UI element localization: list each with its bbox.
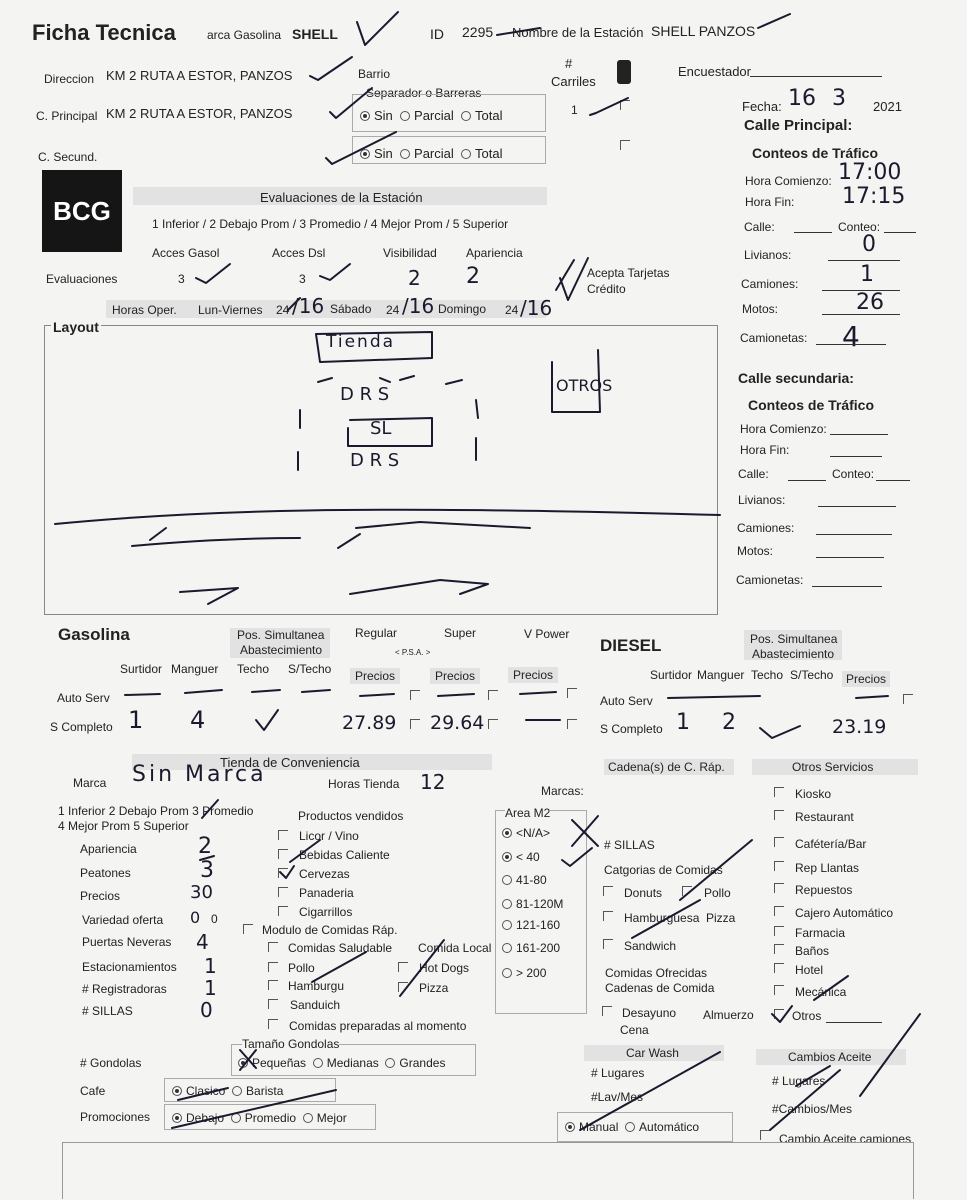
gas-precios-super-header: Precios — [430, 668, 480, 684]
diesel-techo: Techo — [751, 668, 784, 682]
comida-sanduich: Sanduich — [290, 998, 341, 1012]
checkbox-pollo[interactable] — [268, 962, 278, 972]
otros-cajero: Cajero Automático — [795, 906, 894, 920]
cadena-sandwich: Sandwich — [624, 939, 677, 953]
tienda-val-sillas: 0 — [200, 998, 213, 1022]
gas-precios-vpower-header: Precios — [508, 667, 558, 683]
nombre-value: SHELL PANZOS — [651, 23, 756, 39]
tienda-val-estacionamientos: 1 — [204, 954, 217, 978]
area-opt-160[interactable]: 121-160 — [502, 918, 560, 932]
sab-label: Sábado — [330, 302, 372, 316]
tienda-row-peatones: Peatones — [80, 866, 131, 880]
sab-hw-value: /16 — [402, 294, 435, 318]
producto-licor: Licor / Vino — [299, 829, 359, 843]
calle-principal-heading: Calle Principal: — [744, 117, 853, 134]
checkbox-mecanica[interactable] — [774, 985, 784, 995]
dom-label: Domingo — [438, 302, 487, 316]
hora-comienzo-value: 17:00 — [838, 160, 902, 185]
livianos-value: 0 — [862, 232, 876, 257]
modulo-label: Modulo de Comidas Ráp. — [262, 923, 398, 937]
calle2-line — [788, 470, 826, 481]
checkbox-panaderia[interactable] — [278, 887, 288, 897]
diesel-sc-manguer: 2 — [722, 710, 736, 735]
checkbox-sandwich[interactable] — [603, 939, 613, 949]
diesel-title: DIESEL — [600, 636, 662, 655]
checkbox-licor[interactable] — [278, 830, 288, 840]
conteo2-line — [876, 470, 910, 481]
otros-cafeteria: Cafétería/Bar — [795, 837, 867, 851]
otros-repuestos: Repuestos — [795, 883, 853, 897]
comida-pizza: Pizza — [419, 981, 449, 995]
checkbox-hamburgu[interactable] — [268, 980, 278, 990]
tienda-row-puertas: Puertas Neveras — [82, 935, 172, 949]
tienda-row-apariencia: Apariencia — [80, 842, 137, 856]
gas-psa: < P.S.A. > — [395, 648, 431, 657]
motos2-line — [816, 547, 884, 558]
hora-comienzo2-label: Hora Comienzo: — [740, 422, 827, 436]
producto-bebidas: Bebidas Caliente — [299, 848, 390, 862]
conteos2-heading: Conteos de Tráfico — [748, 397, 875, 413]
gasolina-title: Gasolina — [58, 625, 130, 644]
marcas-label: Marcas: — [541, 784, 584, 798]
cafe-label: Cafe — [80, 1084, 106, 1098]
eval-dsl-value: 3 — [299, 272, 306, 286]
checkbox-cafeteria[interactable] — [774, 837, 784, 847]
checkbox-cajero[interactable] — [774, 906, 784, 916]
form-title: Ficha Tecnica — [32, 20, 176, 45]
tienda-val-peatones: 3 — [200, 858, 214, 883]
fecha-year: 2021 — [873, 99, 902, 114]
checkbox-gas-4[interactable] — [410, 719, 420, 729]
area-title: Area M2 — [505, 806, 551, 820]
checkbox-saludable[interactable] — [268, 942, 278, 952]
horas-tienda-label: Horas Tienda — [328, 777, 400, 791]
carwash-title: Car Wash — [626, 1046, 679, 1060]
checkbox-kiosko[interactable] — [774, 787, 784, 797]
carwash-options[interactable]: Manual Automático — [565, 1120, 699, 1134]
cadena-cena: Cena — [620, 1023, 649, 1037]
lun-hw-value: /16 — [292, 294, 325, 318]
tienda-marca-label: Marca — [73, 776, 107, 790]
tienda-row-variedad: Variedad oferta — [82, 913, 164, 927]
tienda-val-precios: 30 — [190, 882, 213, 903]
checkbox-hamburguesa[interactable] — [603, 911, 613, 921]
carriles-value: 1 — [571, 103, 578, 117]
comida-hamburgu: Hamburgu — [288, 979, 345, 993]
otros-restaurant: Restaurant — [795, 810, 854, 824]
comida-hotdogs: Hot Dogs — [419, 961, 470, 975]
fecha-month: 3 — [832, 86, 846, 111]
checkbox-aceite-camiones[interactable] — [760, 1130, 770, 1140]
otros-farmacia: Farmacia — [795, 926, 846, 940]
motos-line — [822, 304, 900, 315]
camionetas-value: 4 — [842, 320, 860, 353]
gas-precio-super: 29.64 — [430, 712, 485, 734]
livianos2-line — [818, 496, 896, 507]
checkbox-repuestos[interactable] — [774, 883, 784, 893]
gas-sc-surtidor: 1 — [128, 706, 144, 734]
checkbox-restaurant[interactable] — [774, 810, 784, 820]
tienda-val-apariencia: 2 — [198, 834, 212, 859]
separador-principal-options[interactable]: Sin Parcial Total — [360, 108, 502, 123]
cadena-desayuno: Desayuno — [622, 1006, 677, 1020]
tienda-row-precios: Precios — [80, 889, 121, 903]
hora-fin-label: Hora Fin: — [745, 195, 795, 209]
diesel-s-completo: S Completo — [600, 722, 663, 736]
calle-label: Calle: — [744, 220, 775, 234]
camiones2-line — [816, 524, 892, 535]
separador-label: Separador o Barreras — [366, 86, 482, 100]
cadena-categorias: Catgorias de Comidas — [604, 863, 723, 877]
tienda-row-sillas: # SILLAS — [82, 1004, 133, 1018]
sab-value: 24 — [386, 303, 400, 317]
calle-line — [794, 220, 832, 233]
diesel-stecho: S/Techo — [790, 668, 834, 682]
barrio-label: Barrio — [358, 67, 391, 81]
checkbox-cadena-pollo[interactable] — [682, 886, 692, 896]
area-opt-40[interactable]: < 40 — [502, 850, 540, 864]
tienda-val-variedad: 0 — [190, 908, 201, 927]
checkbox-hotel[interactable] — [774, 963, 784, 973]
layout-bottom-marks: D R S — [350, 450, 400, 471]
dom-value: 24 — [505, 303, 519, 317]
cadena-cadenas: Cadenas de Comida — [605, 981, 715, 995]
livianos-line — [828, 250, 900, 261]
hora-fin2-line — [830, 446, 882, 457]
checkbox-modulo[interactable] — [243, 924, 253, 934]
secund-label: C. Secund. — [38, 150, 98, 164]
id-value: 2295 — [462, 24, 494, 40]
horas-tienda-value: 12 — [420, 770, 446, 794]
principal-label: C. Principal — [36, 109, 98, 123]
diesel-precios-header: Precios — [842, 671, 890, 687]
otros-title: Otros Servicios — [792, 760, 874, 774]
separador-secund-options[interactable]: Sin Parcial Total — [360, 146, 502, 161]
gas-s-completo: S Completo — [50, 720, 113, 734]
traffic-light-icon — [614, 60, 634, 88]
col-visibilidad: Visibilidad — [383, 246, 437, 260]
motos-label: Motos: — [742, 302, 779, 316]
encuestador-line — [750, 62, 882, 77]
camionetas-label: Camionetas: — [740, 331, 808, 345]
otros-llantas: Rep Llantas — [795, 861, 860, 875]
tamano-label: Tamaño Gondolas — [242, 1037, 340, 1051]
tarjetas-label: Acepta Tarjetas — [587, 266, 670, 280]
gondolas-options[interactable]: Pequeñas Medianas Grandes — [238, 1056, 445, 1070]
lun-label: Lun-Viernes — [198, 303, 263, 317]
promo-label: Promociones — [80, 1110, 151, 1124]
comidas-saludable: Comidas Saludable — [288, 941, 393, 955]
producto-panaderia: Panaderia — [299, 886, 354, 900]
checkbox-gas-1[interactable] — [410, 690, 420, 700]
camiones-value: 1 — [860, 262, 874, 287]
checkbox-bebidas[interactable] — [278, 849, 288, 859]
area-opt-200[interactable]: 161-200 — [502, 941, 560, 955]
principal-value: KM 2 RUTA A ESTOR, PANZOS — [106, 106, 293, 121]
carriles-hash: # — [565, 56, 573, 71]
bcg-logo: BCG — [42, 170, 122, 252]
comidas-prep: Comidas preparadas al momento — [289, 1019, 467, 1033]
marca-label: arca Gasolina — [207, 28, 282, 42]
checkbox-donuts[interactable] — [603, 886, 613, 896]
gas-regular: Regular — [355, 626, 398, 640]
diesel-abast: Abastecimiento — [752, 647, 835, 661]
area-box — [495, 810, 587, 1014]
gas-stecho: S/Techo — [288, 662, 332, 676]
diesel-pos-sim: Pos. Simultanea — [750, 632, 838, 646]
eval-visibilidad-value: 2 — [408, 266, 421, 290]
gas-abast: Abastecimiento — [240, 643, 323, 657]
layout-otros: OTROS — [556, 376, 613, 395]
evaluaciones-scale: 1 Inferior / 2 Debajo Prom / 3 Promedio / 4 Mejor Prom / 5 Superior — [152, 217, 509, 231]
diesel-surtidor: Surtidor — [650, 668, 693, 682]
checkbox-gas-3[interactable] — [567, 688, 577, 698]
gas-precio-regular: 27.89 — [342, 712, 397, 734]
evaluaciones-title: Evaluaciones de la Estación — [260, 190, 423, 205]
checkbox-banos[interactable] — [774, 944, 784, 954]
cadena-almuerzo: Almuerzo — [703, 1008, 754, 1022]
area-opt-na[interactable]: <N/A> — [502, 826, 550, 840]
gas-vpower: V Power — [524, 627, 570, 641]
producto-cigarrillos: Cigarrillos — [299, 905, 353, 919]
tienda-scale-1: 1 Inferior 2 Debajo Prom 3 Promedio — [58, 804, 254, 818]
otros-kiosko: Kiosko — [795, 787, 832, 801]
camionetas2-label: Camionetas: — [736, 573, 804, 587]
col-apariencia: Apariencia — [466, 246, 523, 260]
gas-manguer: Manguer — [171, 662, 219, 676]
gas-precios-regular-header: Precios — [350, 668, 400, 684]
tienda-title: Tienda de Conveniencia — [220, 755, 360, 770]
col-acces-gasol: Acces Gasol — [152, 246, 220, 260]
cadena-title: Cadena(s) de C. Ráp. — [608, 760, 725, 774]
gas-super: Super — [444, 626, 477, 640]
checkbox-gas-2[interactable] — [488, 690, 498, 700]
cadena-ofrecidas: Comidas Ofrecidas — [605, 966, 708, 980]
checkbox-otros[interactable] — [774, 1009, 784, 1019]
camiones2-label: Camiones: — [737, 521, 795, 535]
hora-fin-value: 17:15 — [842, 184, 906, 209]
gas-auto-serv: Auto Serv — [57, 691, 110, 705]
dom-hw-value: /16 — [520, 296, 553, 320]
eval-gasol-value: 3 — [178, 272, 185, 286]
hora-fin2-label: Hora Fin: — [740, 443, 790, 457]
tienda-marca-value: Sin Marca — [132, 762, 267, 787]
gas-techo: Techo — [237, 662, 270, 676]
gas-sc-manguer: 4 — [190, 706, 206, 734]
calle2-label: Calle: — [738, 467, 769, 481]
tienda-scale-2: 4 Mejor Prom 5 Superior — [58, 819, 189, 833]
checkbox-pizza[interactable] — [398, 982, 408, 992]
livianos-label: Livianos: — [744, 248, 792, 262]
cafe-options[interactable]: Clasico Barista — [172, 1084, 283, 1098]
lun-value: 24 — [276, 303, 290, 317]
promo-options[interactable]: Debajo Promedio Mejor — [172, 1111, 347, 1125]
tienda-val-puertas: 4 — [196, 930, 209, 954]
otros-mecanica: Mecánica — [795, 985, 847, 999]
diesel-auto-serv: Auto Serv — [600, 694, 653, 708]
cadena-hamburguesa: Hamburguesa — [624, 911, 700, 925]
tienda-row-estacionamientos: Estacionamientos — [82, 960, 177, 974]
diesel-manguer: Manguer — [697, 668, 745, 682]
carwash-lavmes: #Lav/Mes — [591, 1090, 644, 1104]
camionetas2-line — [812, 576, 882, 587]
conteo-line — [884, 220, 916, 233]
direccion-value: KM 2 RUTA A ESTOR, PANZOS — [106, 68, 293, 83]
comida-pollo: Pollo — [288, 961, 315, 975]
checkbox-cigarrillos[interactable] — [278, 906, 288, 916]
camionetas-line — [816, 334, 886, 345]
credito-label: Crédito — [587, 282, 626, 296]
aceite-lugares: # Lugares — [772, 1074, 826, 1088]
aceite-title: Cambios Aceite — [788, 1050, 872, 1064]
otros-line — [826, 1010, 882, 1023]
checkbox-cervezas[interactable] — [278, 868, 288, 878]
direccion-label: Direccion — [44, 72, 95, 86]
hora-comienzo-label: Hora Comienzo: — [745, 174, 832, 188]
conteos-heading: Conteos de Tráfico — [752, 145, 879, 161]
conteo-label: Conteo: — [838, 220, 881, 234]
gondolas-label: # Gondolas — [80, 1056, 142, 1070]
diesel-sc-surtidor: 1 — [676, 710, 690, 735]
layout-title: Layout — [53, 319, 99, 335]
marca-value: SHELL — [292, 26, 338, 42]
area-opt-gt200[interactable]: > 200 — [502, 966, 546, 980]
aceite-camiones: Cambio Aceite camiones — [779, 1132, 912, 1146]
carwash-lugares: # Lugares — [591, 1066, 645, 1080]
checkbox-hotdogs[interactable] — [398, 962, 408, 972]
cadena-sillas: # SILLAS — [604, 838, 655, 852]
otros-banos: Baños — [795, 944, 830, 958]
layout-sl: SL — [370, 418, 392, 439]
area-opt-80[interactable]: 41-80 — [502, 873, 547, 887]
hora-comienzo2-line — [830, 424, 888, 435]
evaluaciones-row-label: Evaluaciones — [46, 272, 118, 286]
cadena-donuts: Donuts — [624, 886, 663, 900]
id-label: ID — [430, 26, 444, 42]
tienda-row-registradoras: # Registradoras — [82, 982, 167, 996]
motos-value: 26 — [856, 290, 884, 315]
aceite-cambios: #Cambios/Mes — [772, 1102, 853, 1116]
productos-title: Productos vendidos — [298, 809, 404, 823]
checkbox-gas-5[interactable] — [488, 719, 498, 729]
otros-otros: Otros — [792, 1009, 822, 1023]
checkbox-sanduich[interactable] — [268, 999, 278, 1009]
eval-apariencia-value: 2 — [466, 264, 480, 289]
layout-tienda: Tienda — [326, 332, 396, 352]
fecha-day: 16 — [788, 86, 816, 111]
checkbox-llantas[interactable] — [774, 861, 784, 871]
cadena-pollo: Pollo — [704, 886, 731, 900]
motos2-label: Motos: — [737, 544, 774, 558]
calle-secundaria-heading: Calle secundaria: — [738, 370, 854, 386]
checkbox-farmacia[interactable] — [774, 926, 784, 936]
comida-local: Comida Local — [418, 941, 492, 955]
conteo2-label: Conteo: — [832, 467, 875, 481]
tienda-variedad-printed: 0 — [211, 912, 218, 926]
camiones-label: Camiones: — [741, 277, 799, 291]
area-opt-120[interactable]: 81-120M — [502, 897, 563, 911]
gas-pos-sim: Pos. Simultanea — [237, 628, 325, 642]
checkbox-prep[interactable] — [268, 1019, 278, 1029]
checkbox-diesel-1[interactable] — [903, 694, 913, 704]
livianos2-label: Livianos: — [738, 493, 786, 507]
tienda-val-registradoras: 1 — [204, 976, 217, 1000]
layout-top-marks: D R S — [340, 384, 390, 405]
col-acces-dsl: Acces Dsl — [272, 246, 326, 260]
producto-cervezas: Cervezas — [299, 867, 350, 881]
checkbox-desayuno[interactable] — [602, 1006, 612, 1016]
fecha-label: Fecha: — [742, 99, 782, 114]
otros-hotel: Hotel — [795, 963, 824, 977]
encuestador-label: Encuestador — [678, 64, 751, 79]
nombre-label: Nombre de la Estación — [512, 25, 644, 40]
cadena-pizza: Pizza — [706, 911, 736, 925]
horas-label: Horas Oper. — [112, 303, 177, 317]
carriles-label: Carriles — [551, 74, 596, 89]
checkbox-gas-6[interactable] — [567, 719, 577, 729]
diesel-precio: 23.19 — [832, 716, 887, 738]
checkbox-carriles-2[interactable] — [620, 140, 630, 150]
checkbox-carriles-1[interactable] — [620, 100, 630, 110]
gas-surtidor: Surtidor — [120, 662, 163, 676]
comments-box — [62, 1142, 914, 1199]
